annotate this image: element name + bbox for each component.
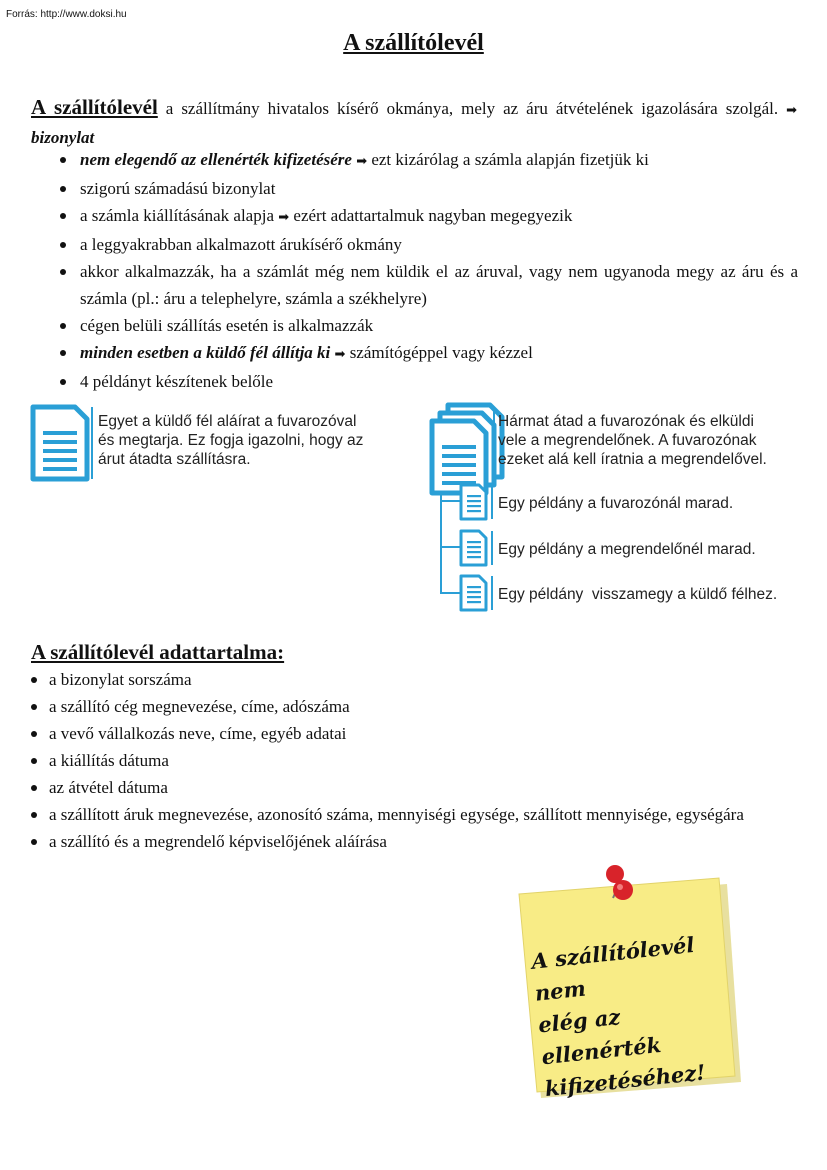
- intro-text: a szállítmány hivatalos kísérő okmánya, mely az áru átvételének igazolására szolgál.: [157, 99, 787, 118]
- feature-list: [80, 146, 798, 395]
- contents-list: [49, 666, 798, 855]
- feature-text: 4 példányt készítenek belőle: [80, 372, 274, 391]
- feature-text: számítógéppel vagy kézzel: [345, 343, 533, 362]
- list-item: a vevő vállalkozás neve, címe, egyéb adatai: [49, 720, 798, 747]
- list-item: az átvétel dátuma: [49, 774, 798, 801]
- tree-connector: [441, 491, 460, 593]
- list-item: a kiállítás dátuma: [49, 747, 798, 774]
- list-item: a szállított áruk megnevezése, azonosító száma, mennyiségi egysége, szállított mennyisége, egységára: [49, 801, 798, 828]
- diagram-text-line: és megtarja. Ez fogja igazolni, hogy az: [98, 432, 364, 449]
- list-item: [80, 258, 798, 312]
- arrow-right-icon: ➡: [334, 347, 346, 362]
- diagram-text-line: vele a megrendelőnek. A fuvarozónak: [498, 432, 757, 449]
- left-copy-description: [98, 412, 408, 469]
- diagram-text-line: Hármat átad a fuvarozónak és elküldi: [498, 413, 754, 430]
- feature-text: akkor alkalmazzák, ha a számlát még nem küldik el az áruval, vagy nem ugyanoda megy az áru és a számla (pl.: áru a telephelyre, számla a székhelyre): [80, 262, 798, 308]
- copy-document-icon: [461, 576, 486, 610]
- note-line: elég az ellenérték: [537, 1004, 663, 1070]
- list-item: a szállító és a megrendelő képviselőjének aláírása: [49, 828, 798, 855]
- feature-text: ezt kizárólag a számla alapján fizetjük ki: [367, 150, 649, 169]
- feature-text: a leggyakrabban alkalmazott árukísérő okmány: [80, 235, 402, 254]
- feature-text: cégen belüli szállítás esetén is alkalmazzák: [80, 316, 374, 335]
- feature-emphasis: nem elegendő az ellenérték kifizetésére: [80, 150, 352, 169]
- diagram-text-line: árut átadta szállításra.: [98, 451, 251, 468]
- contents-title: A szállítólevél adattartalma:: [31, 640, 285, 664]
- list-item: a szállító cég megnevezése, címe, adószáma: [49, 693, 798, 720]
- sticky-note-text: [530, 925, 746, 1105]
- intro-emphasis: bizonylat: [31, 128, 95, 147]
- list-item: [80, 175, 798, 202]
- feature-text: szigorú számadású bizonylat: [80, 179, 276, 198]
- note-line: kifizetéséhez!: [543, 1059, 707, 1102]
- list-item: [80, 146, 798, 175]
- intro-paragraph: [31, 94, 797, 151]
- list-item: [80, 202, 798, 231]
- document-icon: [33, 407, 87, 479]
- source-label: Forrás: http://www.doksi.hu: [6, 9, 127, 20]
- arrow-right-icon: ➡: [356, 154, 368, 169]
- list-item: [80, 368, 798, 395]
- note-line: A szállítólevél nem: [530, 931, 696, 1006]
- intro-lead: A szállítólevél: [31, 95, 158, 119]
- list-item: [80, 312, 798, 339]
- right-copy-description: [498, 412, 818, 469]
- copy-destination: Egy példány a fuvarozónál marad.: [498, 495, 734, 512]
- document-stack-icon: [432, 421, 486, 493]
- arrow-right-icon: ➡: [786, 103, 797, 118]
- list-item: [80, 339, 798, 368]
- feature-text: a számla kiállításának alapja: [80, 206, 279, 225]
- copy-destination: Egy példány visszamegy a küldő félhez.: [498, 586, 778, 603]
- diagram-text-line: ezeket alá kell íratnia a megrendelővel.: [498, 451, 767, 468]
- copy-document-icon: [461, 485, 486, 519]
- diagram-text-line: Egyet a küldő fél aláírat a fuvarozóval: [98, 413, 357, 430]
- list-item: a bizonylat sorszáma: [49, 666, 798, 693]
- arrow-right-icon: ➡: [278, 210, 290, 225]
- feature-emphasis: minden esetben a küldő fél állítja ki: [80, 343, 331, 362]
- page-title: A szállítólevél: [343, 30, 484, 56]
- copy-destination: Egy példány a megrendelőnél marad.: [498, 541, 756, 558]
- feature-text: ezért adattartalmuk nagyban megegyezik: [289, 206, 573, 225]
- list-item: [80, 231, 798, 258]
- copy-document-icon: [461, 531, 486, 565]
